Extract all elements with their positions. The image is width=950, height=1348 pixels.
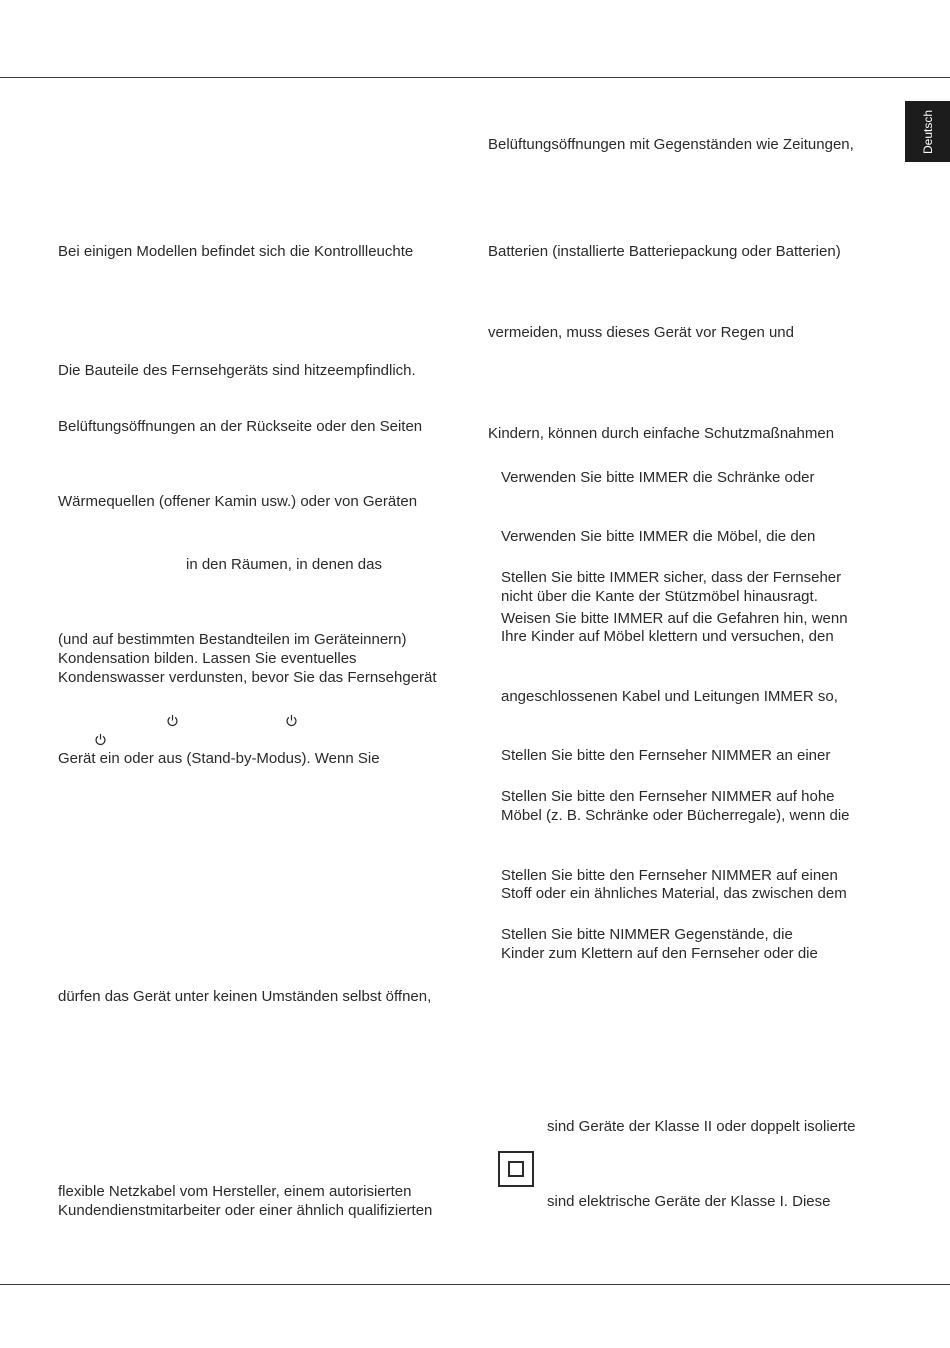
right-line: Stoff oder ein ähnliches Material, das zwischen dem — [501, 885, 847, 902]
right-line: vermeiden, muss dieses Gerät vor Regen und — [488, 324, 794, 341]
double-insulation-icon — [498, 1151, 534, 1187]
top-rule — [0, 77, 950, 78]
language-tab-label: Deutsch — [920, 109, 935, 154]
left-line: (und auf bestimmten Bestandteilen im Geräteinnern) — [58, 631, 407, 648]
left-line: Kondensation bilden. Lassen Sie eventuelles — [58, 650, 357, 667]
right-line: Batterien (installierte Batteriepackung oder Batterien) — [488, 243, 841, 260]
left-line: in den Räumen, in denen das — [186, 556, 382, 573]
right-line: angeschlossenen Kabel und Leitungen IMMER so, — [501, 688, 838, 705]
right-line: sind elektrische Geräte der Klasse I. Diese — [547, 1193, 831, 1210]
power-icon — [166, 714, 179, 727]
right-line: Weisen Sie bitte IMMER auf die Gefahren hin, wenn — [501, 610, 848, 627]
right-line: sind Geräte der Klasse II oder doppelt isolierte — [547, 1118, 856, 1135]
left-line: Kondenswasser verdunsten, bevor Sie das Fernsehgerät — [58, 669, 437, 686]
bottom-rule — [0, 1284, 950, 1285]
double-insulation-inner-square — [508, 1161, 524, 1177]
right-line: Belüftungsöffnungen mit Gegenständen wie Zeitungen, — [488, 136, 854, 153]
right-line: Möbel (z. B. Schränke oder Bücherregale), wenn die — [501, 807, 850, 824]
right-line: Kindern, können durch einfache Schutzmaßnahmen — [488, 425, 835, 442]
left-line: dürfen das Gerät unter keinen Umständen selbst öffnen, — [58, 988, 432, 1005]
right-line: Verwenden Sie bitte IMMER die Schränke oder — [501, 469, 815, 486]
right-line: Stellen Sie bitte IMMER sicher, dass der Fernseher — [501, 569, 842, 586]
language-tab — [905, 101, 950, 162]
right-line: Stellen Sie bitte NIMMER Gegenstände, die — [501, 926, 793, 943]
left-line: Bei einigen Modellen befindet sich die Kontrollleuchte — [58, 243, 414, 260]
left-line: flexible Netzkabel vom Hersteller, einem autorisierten — [58, 1183, 412, 1200]
left-line: Wärmequellen (offener Kamin usw.) oder von Geräten — [58, 493, 418, 510]
right-line: Stellen Sie bitte den Fernseher NIMMER auf hohe — [501, 788, 835, 805]
left-line: Belüftungsöffnungen an der Rückseite oder den Seiten — [58, 418, 423, 435]
power-icon — [285, 714, 298, 727]
right-line: Verwenden Sie bitte IMMER die Möbel, die den — [501, 528, 816, 545]
right-line: Stellen Sie bitte den Fernseher NIMMER auf einen — [501, 867, 838, 884]
left-line: Die Bauteile des Fernsehgeräts sind hitzeempfindlich. — [58, 362, 416, 379]
right-line: Stellen Sie bitte den Fernseher NIMMER an einer — [501, 747, 831, 764]
left-line: Gerät ein oder aus (Stand-by-Modus). Wenn Sie — [58, 750, 380, 767]
power-icon — [94, 733, 107, 746]
left-line: Kundendienstmitarbeiter oder einer ähnlich qualifizierten — [58, 1202, 433, 1219]
right-line: Ihre Kinder auf Möbel klettern und versuchen, den — [501, 628, 834, 645]
right-line: nicht über die Kante der Stützmöbel hinausragt. — [501, 588, 818, 605]
right-line: Kinder zum Klettern auf den Fernseher oder die — [501, 945, 818, 962]
